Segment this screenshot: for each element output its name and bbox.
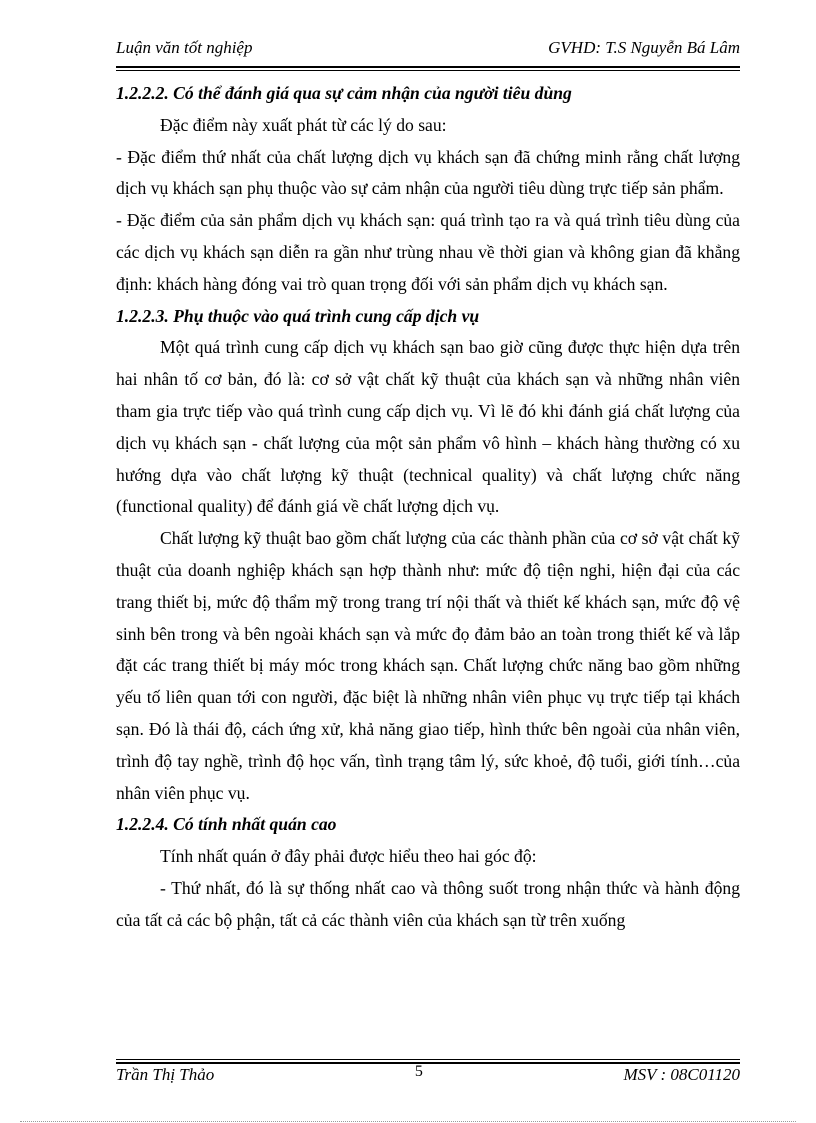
- section-heading-1-2-2-3: 1.2.2.3. Phụ thuộc vào quá trình cung cấp dịch vụ: [116, 305, 480, 326]
- paragraph: - Đặc điểm của sản phẩm dịch vụ khách sạn: quá trình tạo ra và quá trình tiêu dùng của các dịch vụ khách sạn diễn ra gần như trùng nhau về thời gian và không gian đã khẳng định: khách hàng đóng vai trò quan trọng đối với sản phẩm dịch vụ khách sạn.: [116, 210, 740, 294]
- page-footer: [116, 1065, 740, 1085]
- page-number: 5: [414, 1063, 423, 1080]
- paragraph: Đặc điểm này xuất phát từ các lý do sau:: [160, 114, 447, 135]
- section-heading-1-2-2-2: 1.2.2.2. Có thể đánh giá qua sự cảm nhận của người tiêu dùng: [116, 83, 572, 103]
- section-heading-1-2-2-4: 1.2.2.4. Có tính nhất quán cao: [116, 814, 337, 835]
- paragraph: - Thứ nhất, đó là sự thống nhất cao và thông suốt trong nhận thức và hành động của tất cả các bộ phận, tất cả các thành viên của khách sạn từ trên xuống: [116, 877, 740, 930]
- header-left: Luận văn tốt nghiệp: [116, 38, 253, 57]
- header-rule-thin: [116, 70, 740, 71]
- paragraph: Một quá trình cung cấp dịch vụ khách sạn bao giờ cũng được thực hiện dựa trên hai nhân tố cơ bản, đó là: cơ sở vật chất kỹ thuật của khách sạn và những nhân viên tham gia trực tiếp vào quá trình cung cấp dịch vụ. Vì lẽ đó khi đánh giá chất lượng của dịch vụ khách sạn - chất lượng của một sản phẩm vô hình – khách hàng thường có xu hướng dựa vào chất lượng kỹ thuật (technical quality) và chất lượng chức năng (functional quality) để đánh giá về chất lượng dịch vụ.: [116, 337, 740, 517]
- footer-rule-thin: [116, 1059, 740, 1060]
- paragraph: Chất lượng kỹ thuật bao gồm chất lượng của các thành phần của cơ sở vật chất kỹ thuật của doanh nghiệp khách sạn hợp thành như: mức độ tiện nghi, hiện đại của các trang thiết bị, mức độ thẩm mỹ trong trang trí nội thất và thiết kế khách sạn, mức độ vệ sinh bên trong và bên ngoài khách sạn và mức đọ đảm bảo an toàn trong thiết kế và lắp đặt các trang thiết bị máy móc trong khách sạn. Chất lượng chức năng bao gồm những yếu tố liên quan tới con người, đặc biệt là những nhân viên phục vụ trực tiếp tại khách sạn. Đó là thái độ, cách ứng xử, khả năng giao tiếp, hình thức bên ngoài của nhân viên, trình độ tay nghề, trình độ học vấn, tình trạng tâm lý, sức khoẻ, độ tuổi, giới tính…của nhân viên phục vụ.: [116, 528, 740, 803]
- page-header: [116, 38, 740, 58]
- header-rule-thick: [116, 66, 740, 68]
- footer-student-id: MSV : 08C01120: [623, 1065, 740, 1084]
- header-right: GVHD: T.S Nguyễn Bá Lâm: [548, 38, 740, 57]
- footer-author: Trần Thị Thảo: [116, 1065, 215, 1084]
- page-boundary-dotted-line: [20, 1121, 796, 1122]
- footer-rule-thick: [116, 1062, 740, 1064]
- paragraph: - Đặc điểm thứ nhất của chất lượng dịch vụ khách sạn đã chứng minh rằng chất lượng dịch vụ khách sạn phụ thuộc vào sự cảm nhận của người tiêu dùng trực tiếp sản phẩm.: [116, 146, 740, 199]
- paragraph: Tính nhất quán ở đây phải được hiểu theo hai góc độ:: [160, 846, 537, 867]
- document-body: [116, 78, 740, 937]
